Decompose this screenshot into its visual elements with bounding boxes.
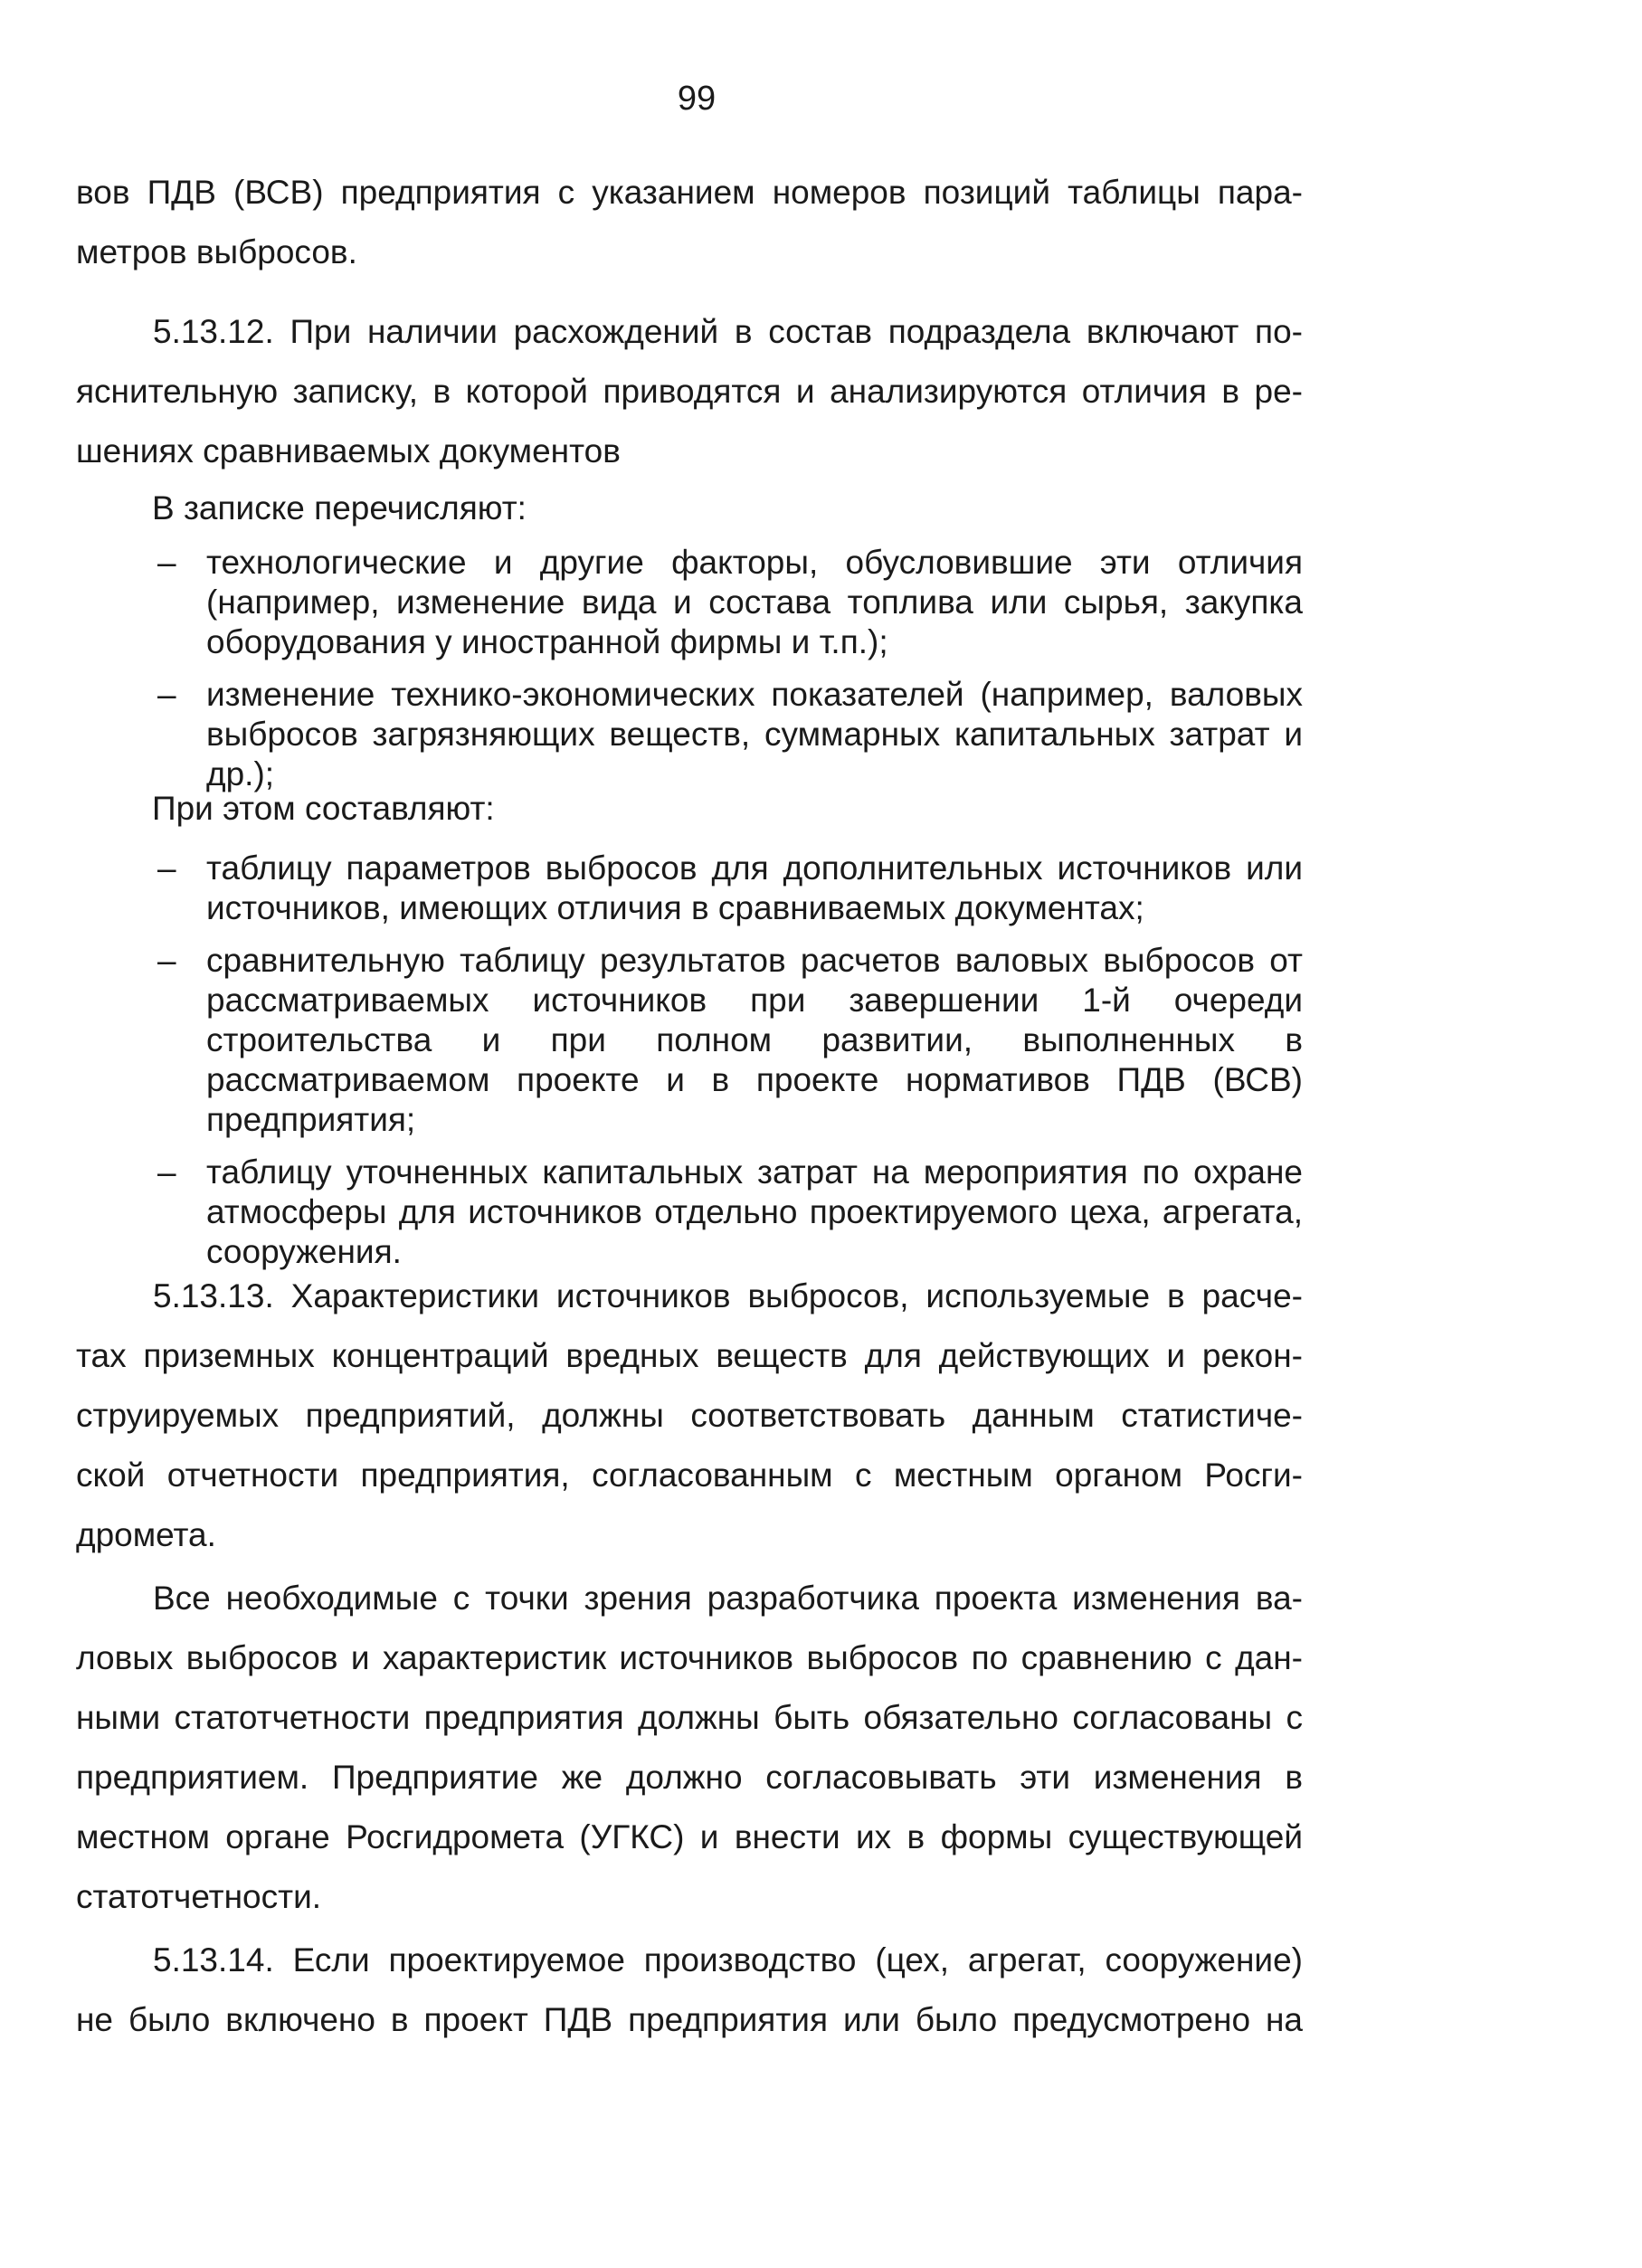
paragraph-5-13-13: [76, 1267, 1303, 1565]
dash-marker: –: [157, 849, 176, 887]
text-line: тах приземных концентраций вредных веществ для действующих и рекон-: [76, 1337, 1303, 1374]
text-line: ными статотчетности предприятия должны быть обязательно согласованы с: [76, 1699, 1303, 1736]
text-line: ловых выбросов и характеристик источников выбросов по сравнению с дан-: [76, 1639, 1303, 1676]
list-item: [152, 849, 1303, 928]
list-intro-compose: При этом составляют:: [152, 790, 495, 827]
paragraph-5-13-14: [76, 1931, 1303, 2050]
list-item: [152, 543, 1303, 662]
text-line: 5.13.12. При наличии расхождений в состав подраздела включают по-: [153, 313, 1303, 350]
text-line: 5.13.13. Характеристики источников выбросов, используемые в расче-: [153, 1277, 1303, 1314]
dash-marker: –: [157, 1153, 176, 1191]
dash-marker: –: [157, 942, 176, 979]
note-list: [152, 543, 1303, 794]
list-item-text: таблицу параметров выбросов для дополнительных источников или источников, имеющих отличия в сравниваемых документах;: [206, 849, 1303, 926]
list-item-text: изменение технико-экономических показателей (например, валовых выбросов загрязняющих веществ, суммарных капитальных затрат и др.);: [206, 676, 1303, 792]
dash-marker: –: [157, 544, 176, 581]
page-number: 99: [677, 80, 717, 118]
list-item-text: сравнительную таблицу результатов расчетов валовых выбросов от рассматриваемых источников при завершении 1-й очереди строительства и при полном развитии, выполненных в рассматриваемом проекте и в проекте нормативов ПДВ (ВСВ) предприятия;: [206, 942, 1303, 1138]
text-line: струируемых предприятий, должны соответствовать данным статистиче-: [76, 1397, 1303, 1434]
list-intro-note: В записке перечисляют:: [152, 489, 527, 527]
text-line: дромета.: [76, 1516, 216, 1553]
dash-marker: –: [157, 676, 176, 713]
text-line: статотчетности.: [76, 1878, 322, 1915]
list-item: [152, 675, 1303, 794]
text-line: местном органе Росгидромета (УГКС) и внести их в формы существующей: [76, 1818, 1303, 1855]
text-line: яснительную записку, в которой приводятся и анализируются отличия в ре-: [76, 373, 1303, 410]
list-item-text: технологические и другие факторы, обусловившие эти отличия (например, изменение вида и состава топлива или сырья, закупка оборудования у иностранной фирмы и т.п.);: [206, 544, 1303, 660]
text-line: шениях сравниваемых документов: [76, 432, 621, 470]
paragraph-coordination: [76, 1569, 1303, 1927]
list-item-text: таблицу уточненных капитальных затрат на мероприятия по охране атмосферы для источников отдельно проектируемого цеха, агрегата, сооружения.: [206, 1153, 1303, 1270]
text-line: 5.13.14. Если проектируемое производство (цех, агрегат, сооружение): [153, 1941, 1303, 1979]
text-line: предприятием. Предприятие же должно согласовывать эти изменения в: [76, 1759, 1303, 1796]
list-item: [152, 1153, 1303, 1272]
paragraph-5-13-12: [76, 302, 1303, 481]
text-line: Все необходимые с точки зрения разработчика проекта изменения ва-: [153, 1580, 1303, 1617]
text-line: метров выбросов.: [76, 233, 357, 270]
text-line: ской отчетности предприятия, согласованным с местным органом Росги-: [76, 1457, 1303, 1494]
list-item: [152, 941, 1303, 1140]
compose-list: [152, 849, 1303, 1272]
text-line: не было включено в проект ПДВ предприятия или было предусмотрено на: [76, 2001, 1303, 2038]
paragraph-continuation: [76, 163, 1303, 282]
text-line: вов ПДВ (ВСВ) предприятия с указанием номеров позиций таблицы пара-: [76, 174, 1303, 211]
